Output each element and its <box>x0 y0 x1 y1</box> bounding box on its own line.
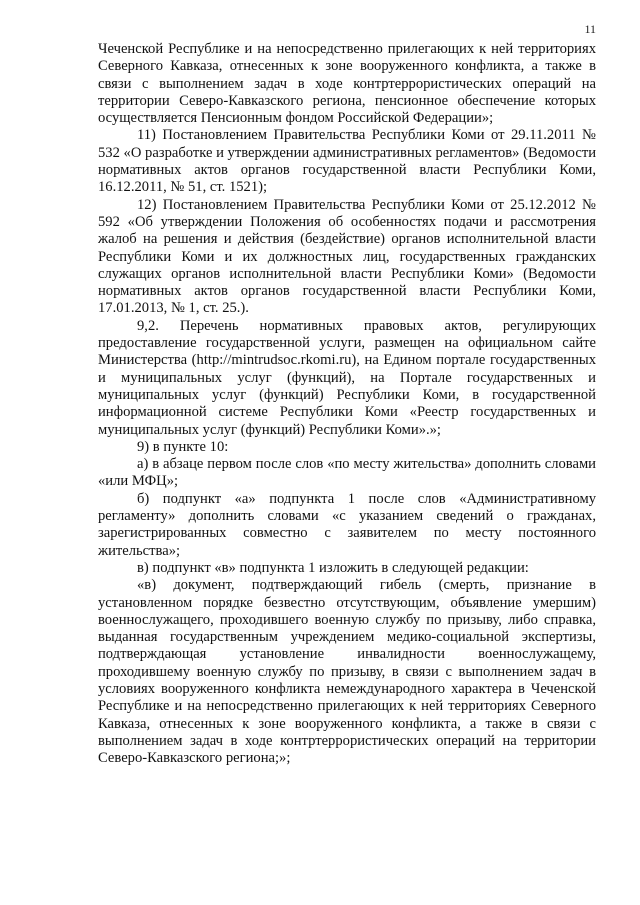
paragraph: Чеченской Республике и на непосредственно прилегающих к ней территориях Северного Кавказа, отнесенных к зоне вооруженного конфликта, а также в связи с выполнением задач в ходе контртеррористических операций на территории Северо-Кавказского региона, пенсионное обеспечение которых осуществляется Пенсионным фондом Российской Федерации»; <box>98 41 596 127</box>
paragraph: б) подпункт «а» подпункта 1 после слов «Административному регламенту» дополнить словами «с указанием сведений о гражданах, зарегистрированных совместно с заявителем по месту постоянного жительства»; <box>98 490 596 559</box>
page-number: 11 <box>584 22 596 36</box>
paragraph: 12) Постановлением Правительства Республики Коми от 25.12.2012 № 592 «Об утверждении Положения об особенностях подачи и рассмотрения жалоб на решения и действия (бездействие) органов исполнительной власти Республики Коми и их должностных лиц, государственных гражданских служащих органов исполнительной власти Республики Коми» (Ведомости нормативных актов органов государственной власти Республики Коми, 17.01.2013, № 1, ст. 25.). <box>98 196 596 317</box>
document-body <box>98 41 596 767</box>
paragraph: 9,2. Перечень нормативных правовых актов, регулирующих предоставление государственной услуги, размещен на официальном сайте Министерства (http://mintrudsoc.rkomi.ru), на Едином портале государственных и муниципальных услуг (функций), на Портале государственных и муниципальных услуг (функций) Республики Коми, в государственной информационной системе Республики Коми «Реестр государственных и муниципальных услуг (функций) Республики Коми».»; <box>98 317 596 438</box>
paragraph: «в) документ, подтверждающий гибель (смерть, признание в установленном порядке безвестно отсутствующим, объявление умершим) военнослужащего, проходившего военную службу по призыву, либо справка, выданная государственным учреждением медико-социальной экспертизы, подтверждающая установление инвалидности военнослужащему, проходившему военную службу по призыву, в связи с выполнением задач в условиях вооруженного конфликта немеждународного характера в Чеченской Республике и на непосредственно прилегающих к ней территориях Северного Кавказа, отнесенных к зоне вооруженного конфликта, а также в связи с выполнением задач в ходе контртеррористических операций на территории Северо-Кавказского региона;»; <box>98 577 596 767</box>
paragraph: а) в абзаце первом после слов «по месту жительства» дополнить словами «или МФЦ»; <box>98 456 596 490</box>
paragraph: 9) в пункте 10: <box>137 438 229 455</box>
paragraph: 11) Постановлением Правительства Республики Коми от 29.11.2011 № 532 «О разработке и утверждении административных регламентов» (Ведомости нормативных актов органов государственной власти Республики Коми, 16.12.2011, № 51, ст. 1521); <box>98 127 597 196</box>
paragraph: в) подпункт «в» подпункта 1 изложить в следующей редакции: <box>137 559 529 576</box>
